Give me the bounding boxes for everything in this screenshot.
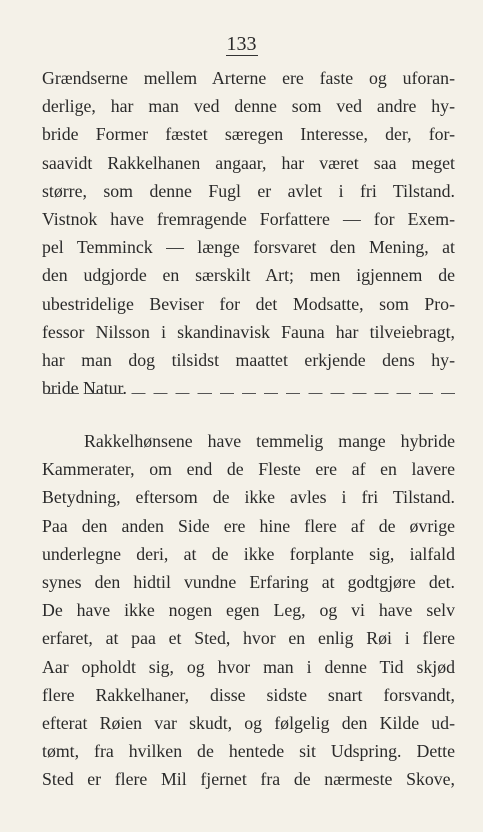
text-line: tømt, fra hvilken de hentede sit Udspring. Dette: [42, 741, 455, 762]
text-line: Rakkelhønsene have temmelig mange hybride: [84, 431, 455, 451]
text-line: større, som denne Fugl er avlet i fri Tilstand.: [42, 180, 455, 201]
text-line: bride Natur.: [42, 378, 127, 399]
text-line: synes den hidtil vundne Erfaring at godtgjøre det.: [42, 572, 455, 593]
text-line: underlegne deri, at de ikke forplante sig, ialfald: [42, 543, 455, 564]
section-separator: [44, 393, 455, 394]
text-line: den udgjorde en særskilt Art; men igjennem de: [42, 265, 455, 286]
text-line: flere Rakkelhaner, disse sidste snart forsvandt,: [42, 684, 455, 705]
text-line: Grændserne mellem Arterne ere faste og uforan-: [42, 68, 455, 88]
text-line: De have ikke nogen egen Leg, og vi have selv: [42, 600, 455, 621]
text-line: Betydning, eftersom de ikke avles i fri Tilstand.: [42, 487, 455, 508]
text-line: Aar opholdt sig, og hvor man i denne Tid skjød: [42, 656, 455, 677]
text-line: Kammerater, om end de Fleste ere af en lavere: [42, 459, 455, 480]
text-line: Paa den anden Side ere hine flere af de øvrige: [42, 515, 455, 536]
text-line: bride Former fæstet særegen Interesse, der, for-: [42, 124, 455, 145]
text-line: Vistnok have fremragende Forfattere — for Exem-: [42, 209, 455, 230]
text-line: har man dog tilsidst maattet erkjende dens hy-: [42, 350, 455, 371]
text-line: efterat Røien var skudt, og følgelig den Kilde ud-: [42, 713, 455, 734]
text-line: fessor Nilsson i skandinavisk Fauna har tilveiebragt,: [42, 321, 455, 342]
text-line: saavidt Rakkelhanen angaar, har været saa meget: [42, 152, 455, 173]
text-line: derlige, har man ved denne som ved andre hy-: [42, 96, 455, 117]
page-number: 133: [226, 33, 257, 55]
paragraph-2: [42, 427, 455, 794]
text-line: Sted er flere Mil fjernet fra de nærmeste Skove,: [42, 769, 455, 790]
text-line: erfaret, at paa et Sted, hvor en enlig Røi i flere: [42, 628, 455, 649]
text-line: ubestridelige Beviser for det Modsatte, som Pro-: [42, 293, 455, 314]
paragraph-1: [42, 64, 455, 402]
text-line: pel Temminck — længe forsvaret den Mening, at: [42, 237, 455, 258]
